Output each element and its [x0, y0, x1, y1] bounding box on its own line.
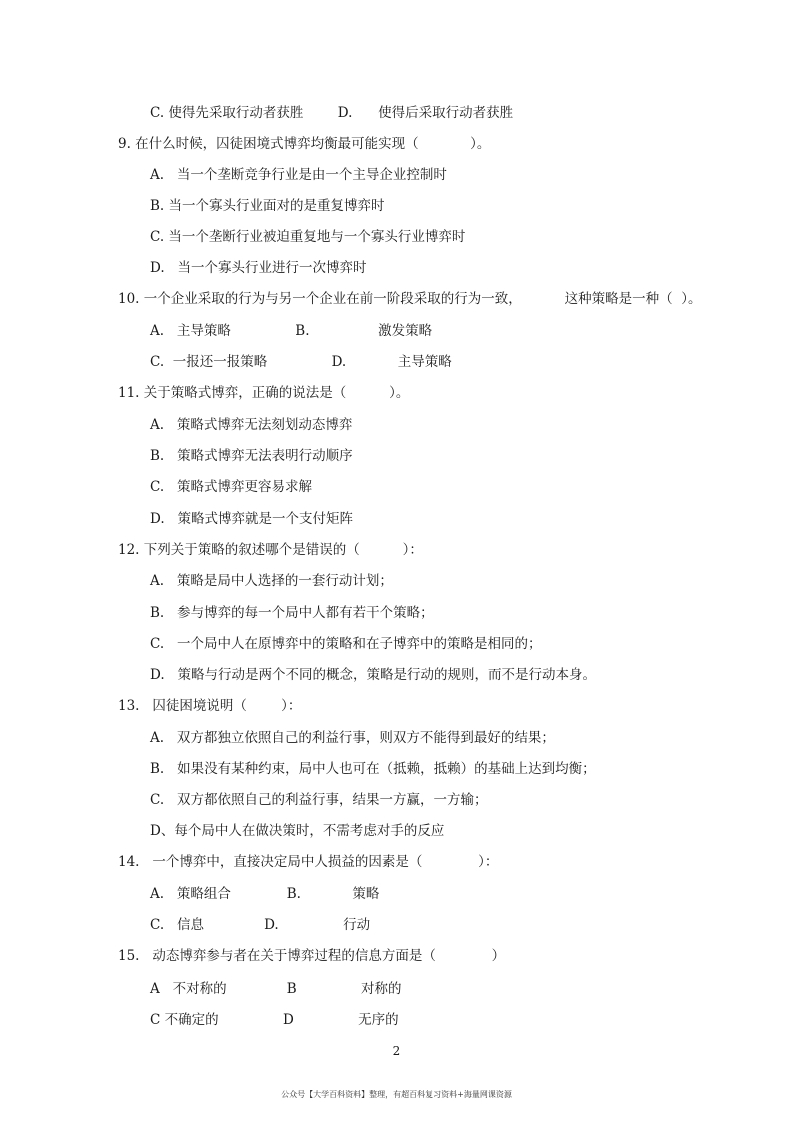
question-text: 11. 关于策略式博弈，正确的说法是（ ）。 — [118, 385, 410, 401]
option-text: B. 如果没有某种约束，局中人也可在（抵赖，抵赖）的基础上达到均衡； — [150, 761, 596, 777]
option-text: A. 当一个垄断竞争行业是由一个主导企业控制时 — [150, 167, 447, 183]
option-text: A. 双方都独立依照自己的利益行事，则双方不能得到最好的结果； — [150, 730, 555, 746]
option-text: A. 策略式博弈无法刻划动态博弈 — [150, 417, 353, 433]
option-text: C. 策略式博弈更容易求解 — [150, 479, 313, 495]
option-text: D. 策略与行动是两个不同的概念，策略是行动的规则，而不是行动本身。 — [150, 667, 597, 683]
option-text: B. 策略式博弈无法表明行动顺序 — [150, 448, 353, 464]
option-text: C 不确定的 D 无序的 — [150, 1012, 399, 1028]
question-text: 10. 一个企业采取的行为与另一个企业在前一阶段采取的行为一致， 这种策略是一种（ ）。 — [118, 291, 702, 307]
option-text: D. 当一个寡头行业进行一次博弈时 — [150, 260, 367, 276]
question-text: 12. 下列关于策略的叙述哪个是错误的（ ）： — [118, 542, 423, 558]
option-text: C. 一个局中人在原博弈中的策略和在子博弈中的策略是相同的； — [150, 636, 542, 652]
question-text: 14. 一个博弈中，直接决定局中人损益的因素是（ ）： — [118, 854, 499, 870]
option-text: B. 当一个寡头行业面对的是重复博弈时 — [150, 198, 385, 214]
option-text: C. 双方都依照自己的利益行事，结果一方赢，一方输； — [150, 792, 488, 808]
option-text: C. 使得先采取行动者获胜 D. 使得后采取行动者获胜 — [150, 105, 514, 121]
option-text: A. 主导策略 B. 激发策略 — [150, 323, 433, 339]
footer-note: 公众号【大学百科资料】整理，有超百科复习资料+海量网课资源 — [281, 1090, 512, 1099]
option-text: A 不对称的 B 对称的 — [150, 981, 402, 997]
option-text: A. 策略组合 B. 策略 — [150, 886, 380, 902]
option-text: B. 参与博弈的每一个局中人都有若干个策略； — [150, 605, 434, 621]
page-number: 2 — [392, 1044, 401, 1058]
option-text: D、每个局中人在做决策时，不需考虑对手的反应 — [150, 823, 445, 839]
option-text: C. 一报还一报策略 D. 主导策略 — [150, 354, 452, 370]
question-text: 9. 在什么时候，囚徒困境式博弈均衡最可能实现（ ）。 — [118, 136, 491, 152]
option-text: D. 策略式博弈就是一个支付矩阵 — [150, 511, 354, 527]
option-text: C. 当一个垄断行业被迫重复地与一个寡头行业博弈时 — [150, 229, 466, 245]
option-text: A. 策略是局中人选择的一套行动计划； — [150, 573, 393, 589]
question-text: 13. 囚徒困境说明（ ）： — [118, 698, 302, 714]
option-text: C. 信息 D. 行动 — [150, 917, 371, 933]
question-text: 15. 动态博弈参与者在关于博弈过程的信息方面是（ ） — [118, 948, 506, 964]
